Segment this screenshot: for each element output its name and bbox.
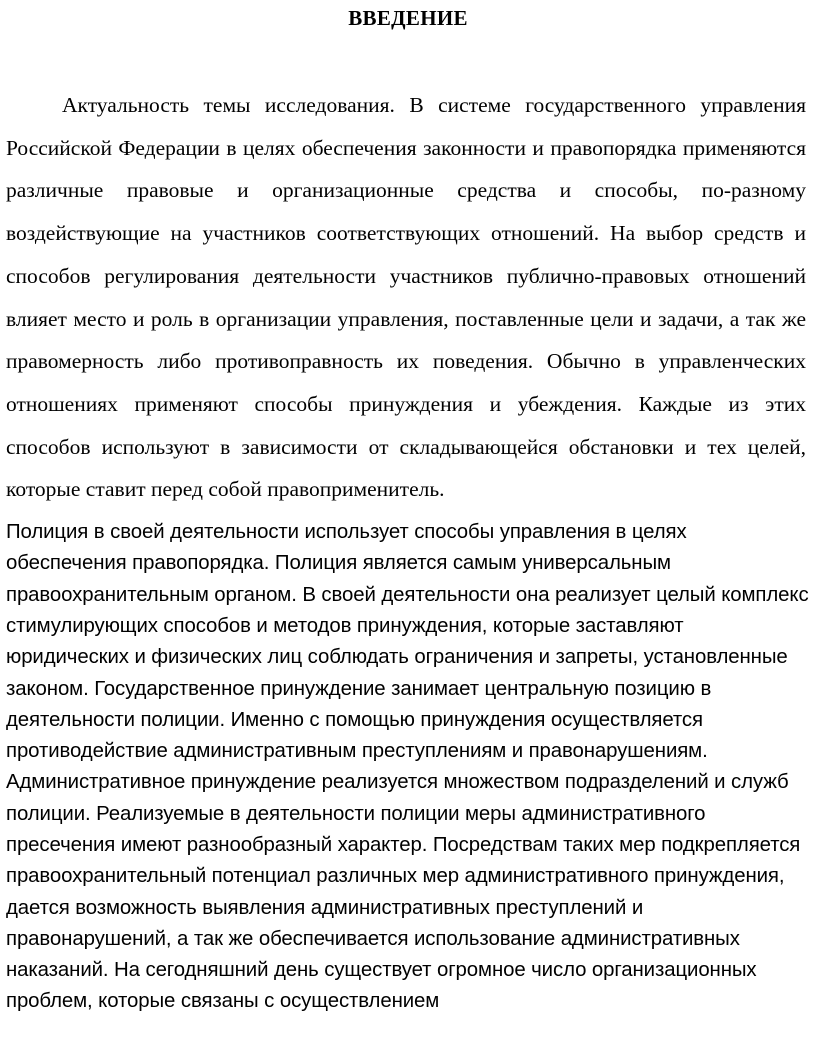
page-title: ВВЕДЕНИЕ <box>348 6 468 30</box>
police-paragraph: Полиция в своей деятельности использует способы управления в целях обеспечения правопорядка. Полиция является самым универсальным правоохранительным органом. В своей деятельности она реализует целый комплекс стимулирующих способов и методов принуждения, которые заставляют юридических и физических лиц соблюдать ограничения и запреты, установленные законом. Государственное принуждение занимает центральную позицию в деятельности полиции. Именно с помощью принуждения осуществляется противодействие административным преступлениям и правонарушениям. Административное принуждение реализуется множеством подразделений и служб полиции. Реализуемые в деятельности полиции меры административного пресечения имеют разнообразный характер. Посредствам таких мер подкрепляется правоохранительный потенциал различных мер административного принуждения, дается возможность выявления административных преступлений и правонарушений, а так же обеспечивается использование административных наказаний. На сегодняшний день существует огромное число организационных проблем, которые связаны с осуществлением <box>6 521 809 1013</box>
intro-paragraph: Актуальность темы исследования. В системе государственного управления Российской Федерации в целях обеспечения законности и правопорядка применяются различные правовые и организационные средства и способы, по-разному воздействующие на участников соответствующих отношений. На выбор средств и способов регулирования деятельности участников публично-правовых отношений влияет место и роль в организации управления, поставленные цели и задачи, а так же правомерность либо противоправность их поведения. Обычно в управленческих отношениях применяют способы принуждения и убеждения. Каждые из этих способов используют в зависимости от складывающейся обстановки и тех целей, которые ставит перед собой правоприменитель. <box>6 93 806 502</box>
